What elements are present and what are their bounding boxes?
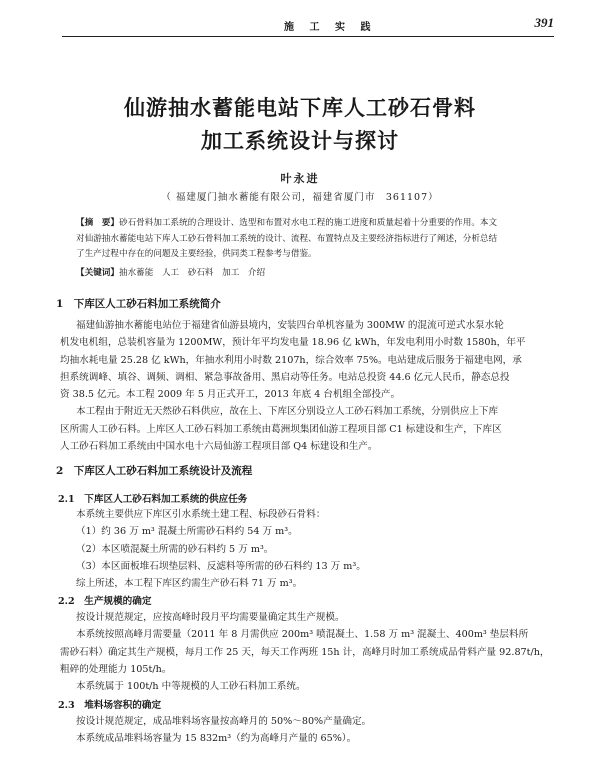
section-1-heading: 1 下库区人工砂石料加工系统简介 xyxy=(56,298,221,310)
abstract-line: 了生产过程中存在的问题及主要经验，供同类工程参考与借鉴。 xyxy=(76,249,317,260)
section-2-1-heading: 2.1 下库区人工砂石料加工系统的供应任务 xyxy=(58,494,248,505)
abstract-line: 对仙游抽水蓄能电站下库人工砂石骨料加工系统的设计、流程、布置特点及主要经济指标进行了阐述，分析总结 xyxy=(76,233,498,244)
abstract-line: 【摘 要】砂石骨料加工系统的合理设计、选型和布置对水电工程的施工进度和质量起着十分重要的作用。本文 xyxy=(76,218,498,228)
paragraph-line: 综上所述，本工程下库区约需生产砂石料 71 万 m³。 xyxy=(76,578,303,590)
keywords-text: 抽水蓄能 人工 砂石料 加工 介绍 xyxy=(118,268,266,278)
paragraph-line: 按设计规范规定，成品堆料场容量按高峰月的 50%～80%产量确定。 xyxy=(76,716,372,727)
keywords xyxy=(76,266,546,278)
affiliation: （ 福建厦门抽水蓄能有限公司，福建省厦门市 361107） xyxy=(161,192,439,203)
paragraph-line: 本系统成品堆料场容量为 15 832m³（约为高峰月产量的 65%）。 xyxy=(76,733,357,745)
abstract-label: 【摘 要】 xyxy=(76,218,119,228)
running-head-title: 施 工 实 践 xyxy=(284,22,377,33)
running-head xyxy=(62,14,554,36)
paragraph-line: 福建仙游抽水蓄能电站位于福建省仙游县境内，安装四台单机容量为 300MW 的混流可逆式水泵水轮 xyxy=(76,320,504,331)
section-2-3-body xyxy=(60,713,552,748)
paragraph-line: 本系统属于 100t/h 中等规模的人工砂石料加工系统。 xyxy=(76,681,306,693)
paragraph-line: 按设计规范规定，应按高峰时段月平均需要量确定其生产规模。 xyxy=(76,612,345,623)
paper-title-line-1: 仙游抽水蓄能电站下库人工砂石骨料 xyxy=(124,95,476,120)
section-2-3-heading: 2.3 堆料场容积的确定 xyxy=(58,700,162,711)
section-2-2-body xyxy=(60,609,552,695)
paragraph-line: 机发电机组，总装机容量为 1200MW，预计年平均发电量 18.96 亿 kWh，年发电利用小时数 1580h，年平 xyxy=(60,337,526,349)
list-item: （3）本区面板堆石坝垫层料、反滤料等所需的砂石料约 13 万 m³。 xyxy=(76,560,366,572)
list-item: （2）本区喷混凝土所需的砂石料约 5 万 m³。 xyxy=(76,543,274,555)
section-2-heading: 2 下库区人工砂石料加工系统设计及流程 xyxy=(56,465,253,477)
section-2-2-heading: 2.2 生产规模的确定 xyxy=(58,596,152,607)
header-rule xyxy=(62,36,554,37)
author: 叶永进 xyxy=(280,172,320,185)
paragraph-line: 本工程由于附近无天然砂石料供应，故在上、下库区分别设立人工砂石料加工系统，分别供应上下库 xyxy=(76,406,499,418)
section-1-body xyxy=(60,317,552,455)
paragraph-line: 需砂石料）确定其生产规模，每月工作 25 天，每天工作两班 15h 计，高峰月时加工系统成品骨料产量 92.87t/h， xyxy=(60,646,550,658)
paragraph-line: 本系统主要供应下库区引水系统土建工程、标段砂石骨料： xyxy=(76,509,326,520)
paper-title-line-2: 加工系统设计与探讨 xyxy=(201,128,399,153)
paragraph-line: 人工砂石料加工系统由中国水电十六局仙游工程项目部 Q4 标建设和生产。 xyxy=(60,441,378,453)
list-item: （1）约 36 万 m³ 混凝土所需砂石料约 54 万 m³。 xyxy=(76,526,298,538)
section-2-1-body xyxy=(60,506,552,592)
page-number: 391 xyxy=(534,15,554,30)
paragraph-line: 区所需人工砂石料。上库区人工砂石料加工系统由葛洲坝集团仙游工程项目部 C1 标建设和生产，下库区 xyxy=(60,423,502,435)
paragraph-line: 本系统按照高峰月需要量（2011 年 8 月需供应 200m³ 喷混凝土、1.58 万 m³ 混凝土、400m³ 垫层料所 xyxy=(76,629,529,641)
paragraph-line: 粗碎的处理能力 105t/h。 xyxy=(60,663,172,675)
keywords-label: 【关键词】 xyxy=(76,268,119,278)
paragraph-line: 担系统调峰、填谷、调频、调相、紧急事故备用、黑启动等任务。电站总投资 44.6 亿元人民币，静态总投 xyxy=(60,371,510,383)
paragraph-line: 均抽水耗电量 25.28 亿 kWh，年抽水利用小时数 2107h，综合效率 75%。电站建成后服务于福建电网，承 xyxy=(60,354,522,366)
paragraph-line: 资 38.5 亿元。本工程 2009 年 5 月正式开工，2013 年底 4 台机组全部投产。 xyxy=(60,389,401,401)
abstract xyxy=(76,216,546,263)
